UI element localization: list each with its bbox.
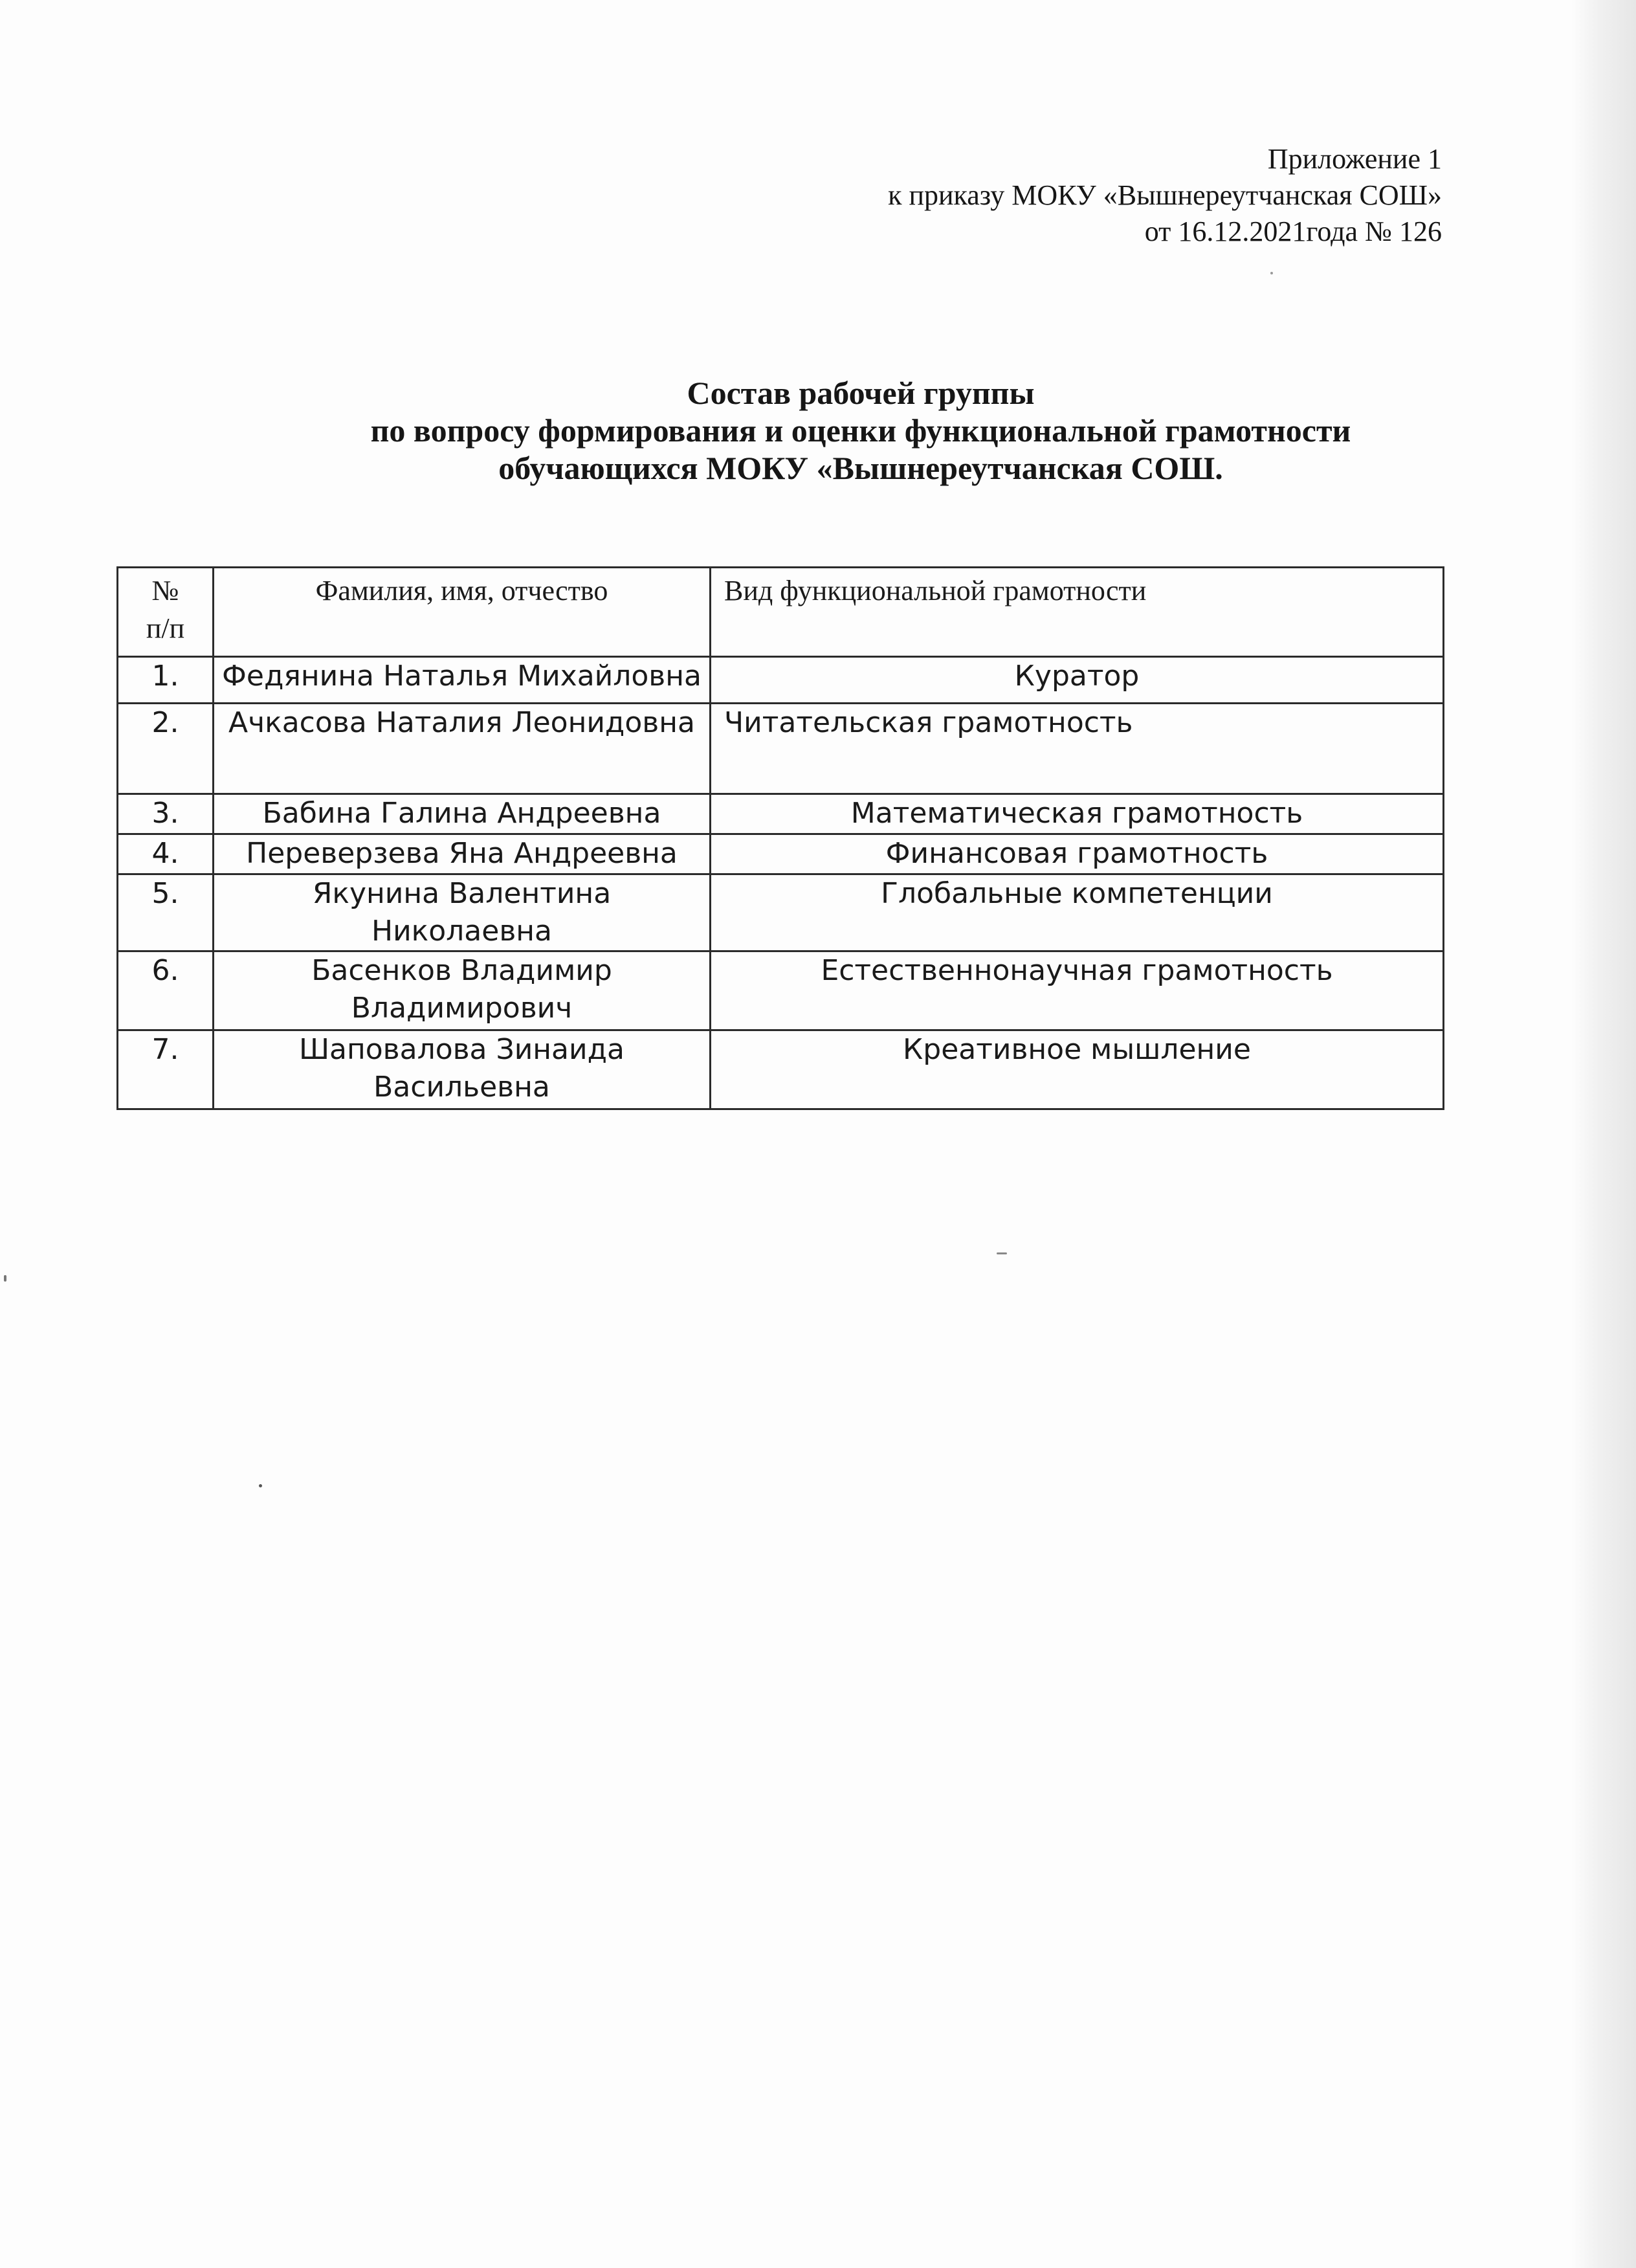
table-row <box>118 874 1444 951</box>
header-name: Фамилия, имя, отчество <box>214 568 711 657</box>
order-date-number: от 16.12.2021года № 126 <box>1144 216 1442 247</box>
table-row <box>118 657 1444 704</box>
table-header-row <box>118 568 1444 657</box>
page-edge-shadow <box>1571 0 1636 2268</box>
row-number: 5. <box>118 874 214 951</box>
header-number <box>118 568 214 657</box>
working-group-table <box>116 566 1444 1110</box>
literacy-type: Куратор <box>711 657 1444 704</box>
row-number: 6. <box>118 951 214 1030</box>
header-number-abbr: п/п <box>146 612 185 644</box>
literacy-type: Математическая грамотность <box>711 794 1444 834</box>
member-name <box>214 951 711 1030</box>
scan-speck <box>997 1252 1007 1254</box>
title-line-3: обучающихся МОКУ «Вышнереутчанская СОШ. <box>498 450 1223 486</box>
row-number: 3. <box>118 794 214 834</box>
table-row <box>118 834 1444 874</box>
title-line-2: по вопросу формирования и оценки функциональной грамотности <box>370 412 1351 449</box>
member-name: Ачкасова Наталия Леонидовна <box>214 704 711 794</box>
member-name: Переверзева Яна Андреевна <box>214 834 711 874</box>
literacy-type: Естественнонаучная грамотность <box>711 951 1444 1030</box>
row-number: 2. <box>118 704 214 794</box>
row-number: 1. <box>118 657 214 704</box>
row-number: 7. <box>118 1030 214 1109</box>
member-name: Федянина Наталья Михайловна <box>214 657 711 704</box>
member-name: Бабина Галина Андреевна <box>214 794 711 834</box>
row-number: 4. <box>118 834 214 874</box>
appendix-label: Приложение 1 <box>1267 143 1442 175</box>
document-title <box>0 374 1636 487</box>
literacy-type: Финансовая грамотность <box>711 834 1444 874</box>
scan-speck <box>1270 272 1273 274</box>
scan-speck <box>4 1275 6 1282</box>
member-name <box>214 1030 711 1109</box>
member-name-line-2: Владимирович <box>351 992 573 1025</box>
literacy-type: Креативное мышление <box>711 1030 1444 1109</box>
member-name: Якунина Валентина Николаевна <box>214 874 711 951</box>
literacy-type: Глобальные компетенции <box>711 874 1444 951</box>
table-row <box>118 1030 1444 1109</box>
scan-speck <box>259 1484 262 1487</box>
table-row <box>118 951 1444 1030</box>
order-reference: к приказу МОКУ «Вышнереутчанская СОШ» <box>888 179 1442 211</box>
header-number-symbol: № <box>151 575 179 606</box>
member-name-line-2: Васильевна <box>373 1071 550 1104</box>
member-name-line-1: Басенков Владимир <box>311 954 612 987</box>
literacy-type: Читательская грамотность <box>711 704 1444 794</box>
title-line-1: Состав рабочей группы <box>687 375 1035 411</box>
header-literacy-type: Вид функциональной грамотности <box>711 568 1444 657</box>
table-row <box>118 794 1444 834</box>
table-row <box>118 704 1444 794</box>
appendix-header <box>888 141 1442 250</box>
member-name-line-1: Шаповалова Зинаида <box>298 1033 625 1066</box>
